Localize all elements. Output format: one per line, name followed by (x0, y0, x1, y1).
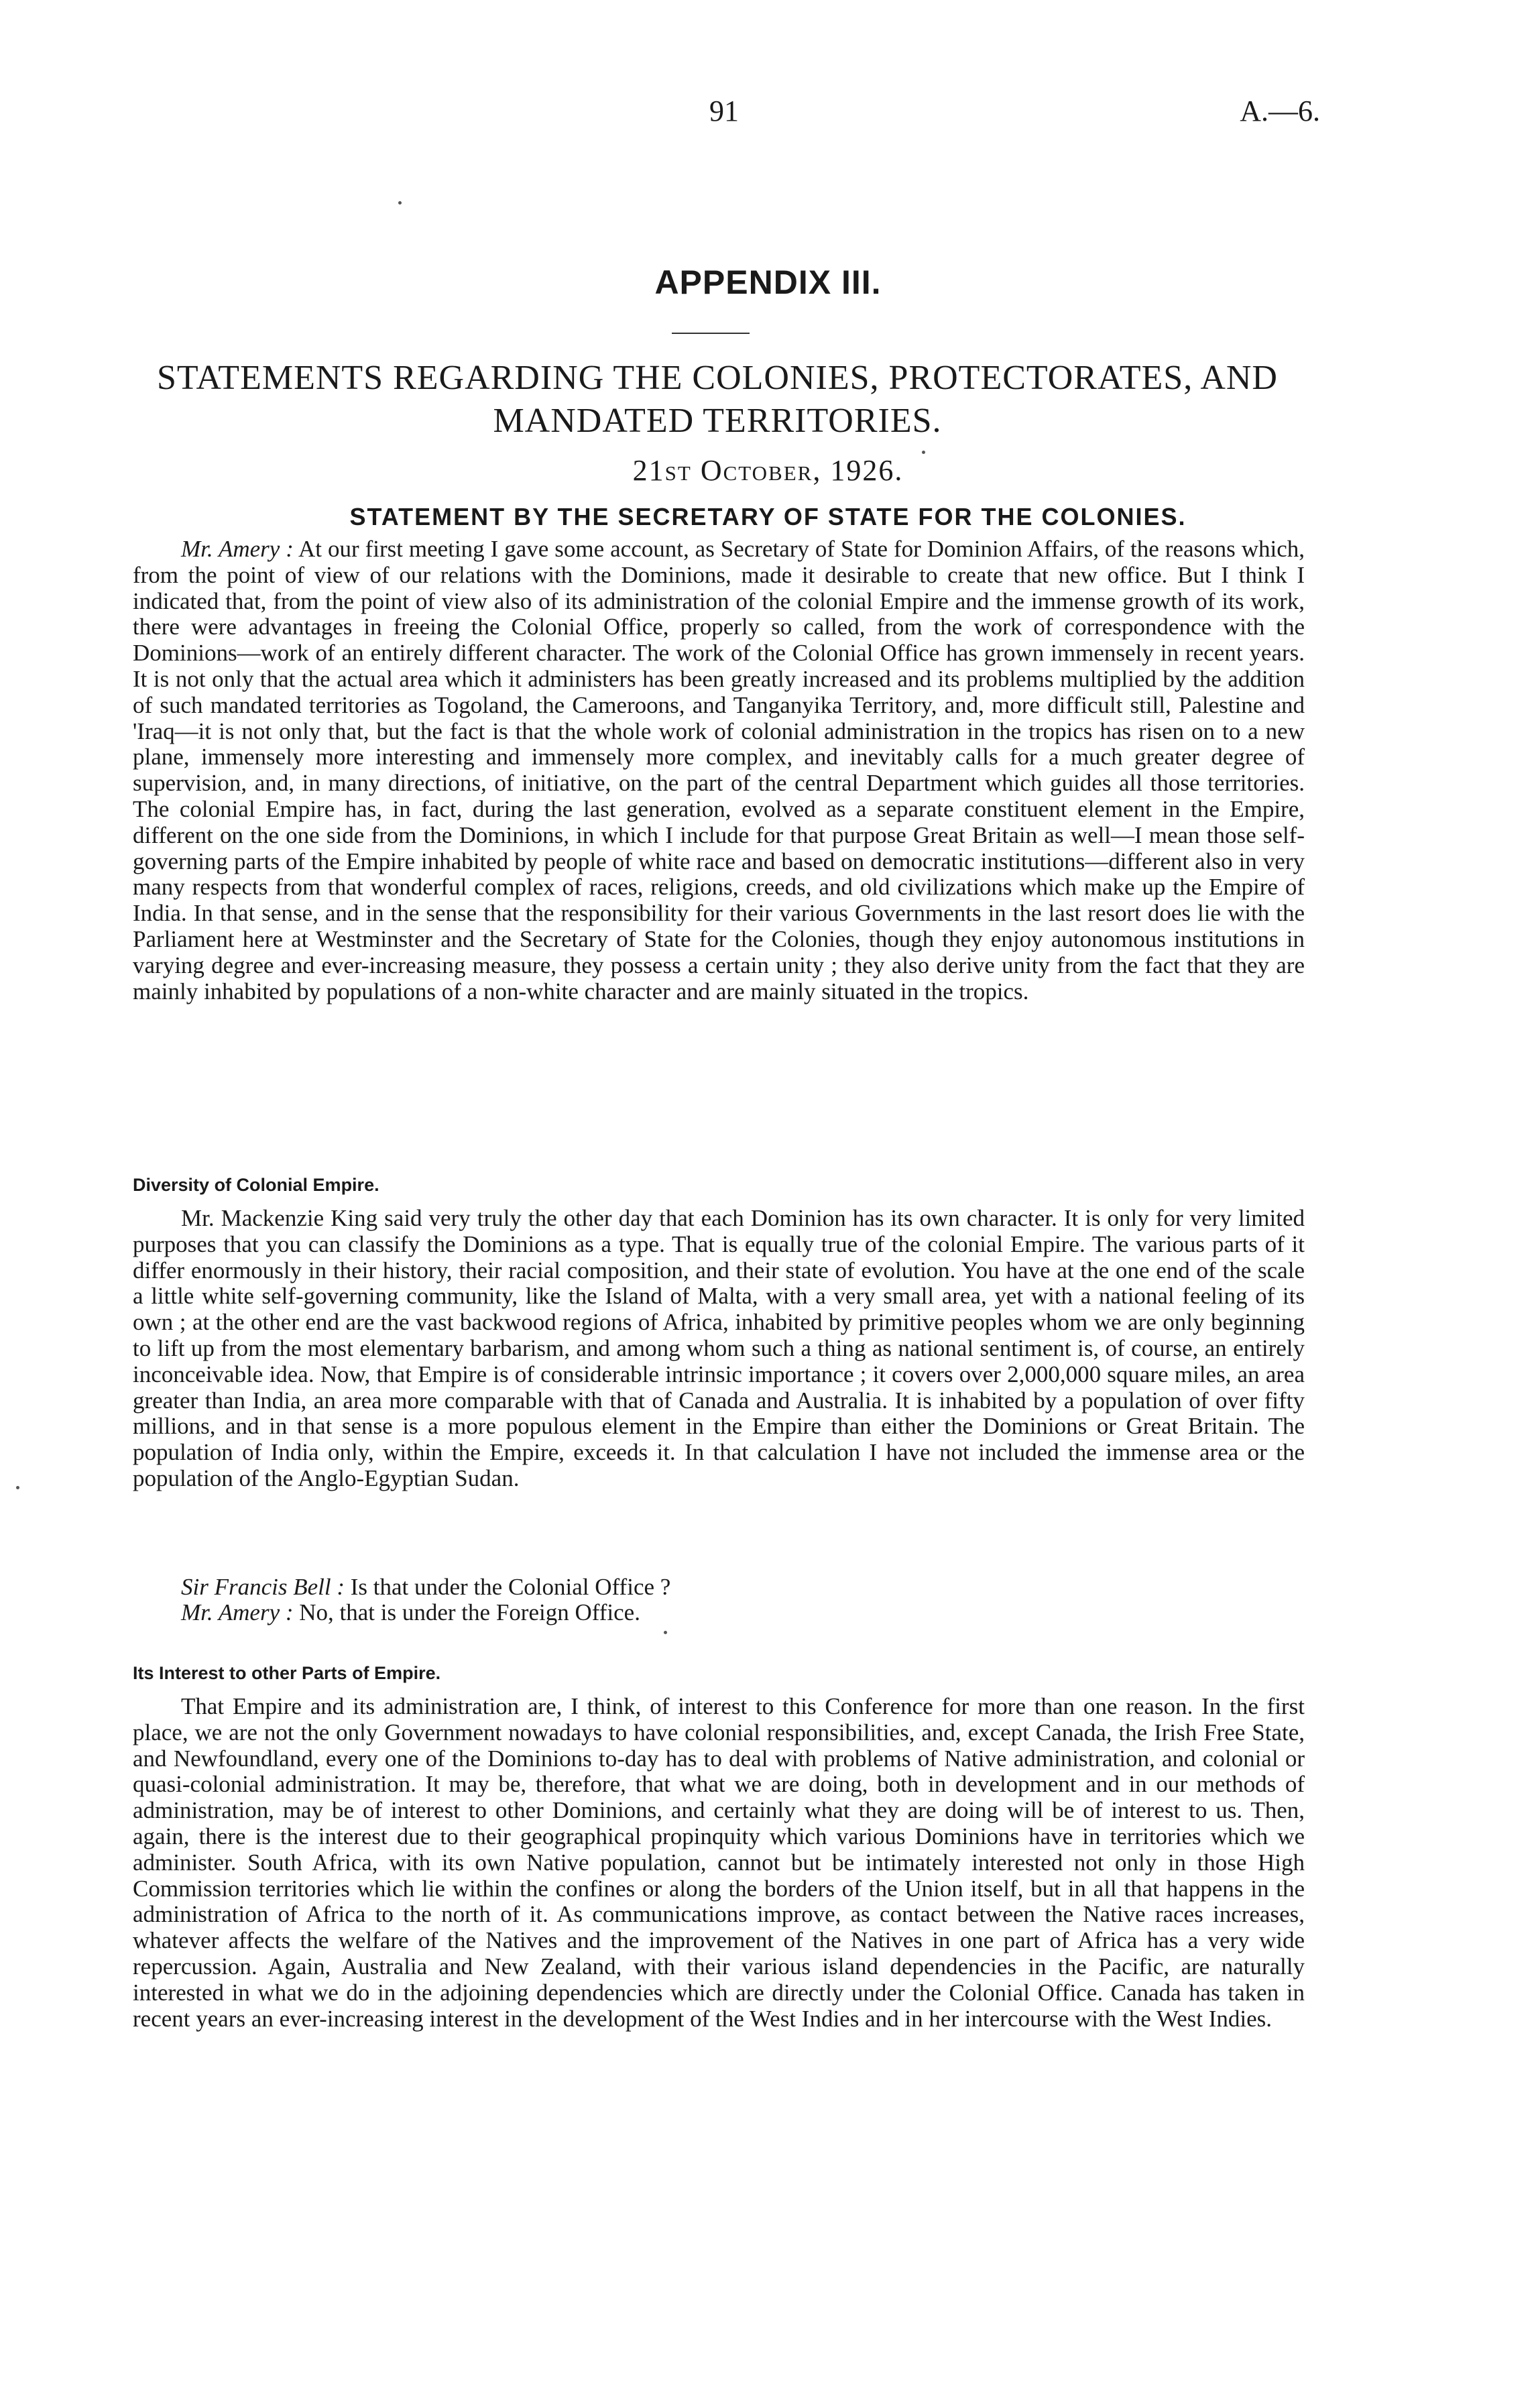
speaker-name: Mr. Amery : (181, 1599, 294, 1625)
statement-heading: STATEMENT BY THE SECRETARY OF STATE FOR THE COLONIES. (349, 503, 1187, 530)
exchange-text: Is that under the Colonial Office ? (345, 1574, 671, 1600)
speaker-name: Mr. Amery : (181, 536, 294, 562)
paragraph-text: At our first meeting I gave some account, as Secretary of State for Dominion Affairs, of the reasons which, from the point of view of our relations with the Dominions, made it desirable to create that new office. But I think I indicated that, from the point of view also of its administration of the colonial Empire and the immense growth of its work, there were advantages in freeing the Colonial Office, properly so called, from the work of correspondence with the Dominions—work of an entirely different character. The work of the Colonial Office has grown immensely in recent years. It is not only that the actual area which it administers has been greatly increased and its problems multiplied by the addition of such mandated territories as Togoland, the Cameroons, and Tanganyika Territory, and, more difficult still, Palestine and 'Iraq—it is not only that, but the fact is that the whole work of colonial administration in the tropics has risen on to a new plane, immensely more interesting and immensely more complex, and inevitably calls for a much greater degree of supervision, and, in many directions, of initiative, on the part of the central Department which guides all those territories. The colonial Empire has, in fact, during the last generation, evolved as a separate constituent element in the Empire, different on the one side from the Dominions, in which I include for that purpose Great Britain as well—I mean those self-governing parts of the Empire inhabited by people of white race and based on democratic institutions—different also in very many respects from that wonderful complex of races, religions, creeds, and old civilizations which make up the Empire of India. In that sense, and in the sense that the responsibility for their various Governments in the last resort does lie with the Parliament here at Westminster and the Secretary of State for the Colonies, though they enjoy autonomous institutions in varying degree and ever-increasing measure, they possess a certain unity ; they also derive unity from the fact that they are mainly inhabited by populations of a non-white character and are mainly situated in the tropics. (133, 536, 1305, 1005)
print-speck (16, 1486, 19, 1489)
exchange-line (181, 1600, 1254, 1625)
speaker-name: Sir Francis Bell : (181, 1574, 345, 1600)
appendix-title: APPENDIX III. (654, 264, 882, 301)
print-speck (664, 1631, 667, 1634)
exchange-text: No, that is under the Foreign Office. (293, 1599, 640, 1625)
main-title: STATEMENTS REGARDING THE COLONIES, PROTECTORATES, AND MANDATED TERRITORIES. (157, 359, 1278, 440)
statement-date: 21st October, 1926. (632, 454, 904, 487)
exchange-line (181, 1574, 1254, 1600)
section-heading-interest: Its Interest to other Parts of Empire. (133, 1663, 441, 1683)
title-rule (672, 333, 750, 334)
print-speck (398, 201, 402, 205)
interest-paragraph: That Empire and its administration are, I think, of interest to this Conference for more than one reason. In the first place, we are not the only Government nowadays to have colonial responsibilities, and, except Canada, the Irish Free State, and Newfoundland, every one of the Dominions to-day has to deal with problems of Native administration, and colonial or quasi-colonial administration. It may be, therefore, that what we are doing, both in development and in our methods of administration, may be of interest to other Dominions, and certainly what they are doing will be of interest to us. Then, again, there is the interest due to their geographical propinquity which various Dominions have in territories which we administer. South Africa, with its own Native population, cannot but be intimately interested not only in those High Commission territories which lie within the confines or along the borders of the Union itself, but in all that happens in the administration of Africa to the north of it. As communications improve, as contact between the Native races increases, whatever affects the welfare of the Natives and the improvement of the Natives in one part of Africa has a very wide repercussion. Again, Australia and New Zealand, with their various island dependencies in the Pacific, are naturally interested in what we do in the adjoining dependencies which are directly under the Colonial Office. Canada has taken in recent years an ever-increasing interest in the development of the West Indies and in her intercourse with the West Indies. (133, 1693, 1305, 2032)
section-heading-diversity: Diversity of Colonial Empire. (133, 1175, 379, 1195)
document-reference: A.—6. (1240, 95, 1320, 127)
diversity-paragraph: Mr. Mackenzie King said very truly the other day that each Dominion has its own character. It is only for very limited purposes that you can classify the Dominions as a type. That is equally true of the colonial Empire. The various parts of it differ enormously in their history, their racial composition, and their state of evolution. You have at the one end of the scale a little white self-governing community, like the Island of Malta, with a very small area, yet with a national feeling of its own ; at the other end are the vast backwood regions of Africa, inhabited by primitive peoples whom we are only beginning to lift up from the most elementary barbarism, and among whom such a thing as national sentiment is, of course, an entirely inconceivable idea. Now, that Empire is of considerable intrinsic importance ; it covers over 2,000,000 square miles, an area greater than India, an area more comparable with that of Canada and Australia. It is inhabited by a population of over fifty millions, and in that sense is a more populous element in the Empire than either the Dominions or Great Britain. The population of India only, within the Empire, exceeds it. In that calculation I have not included the immense area or the population of the Anglo-Egyptian Sudan. (133, 1205, 1305, 1491)
print-speck (922, 451, 925, 454)
opening-paragraph (133, 536, 1305, 1005)
page-number: 91 (709, 95, 739, 127)
